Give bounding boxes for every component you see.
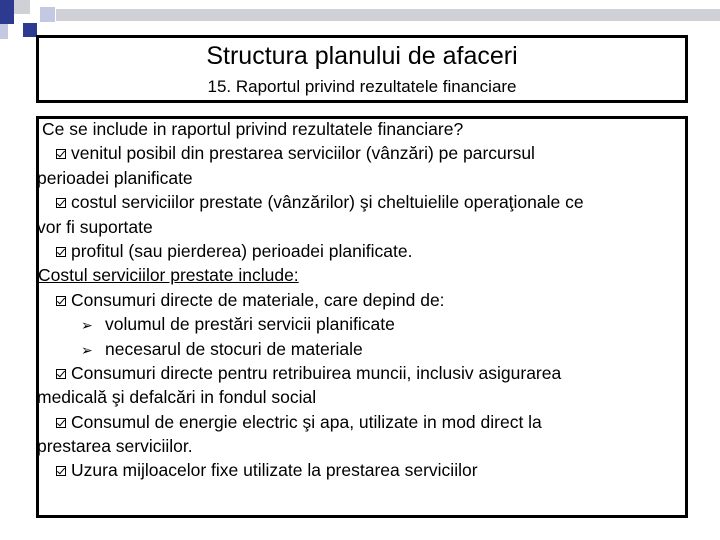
list-item: Uzura mijloacelor fixe utilizate la prestarea serviciilor xyxy=(32,458,678,482)
subtitle-number: 15. xyxy=(207,77,232,96)
list-item-continuation: prestarea serviciilor. xyxy=(37,436,193,457)
sub-list-item: ➢ volumul de prestări servicii planificate xyxy=(32,312,678,336)
costs-heading: Costul serviciilor prestate include: xyxy=(38,265,299,286)
page-title: Structura planului de afaceri xyxy=(206,42,518,70)
content-text xyxy=(32,117,678,483)
page-subtitle xyxy=(39,76,685,98)
subtitle-text: Raportul privind rezultatele financiare xyxy=(235,77,517,96)
checkbox-icon xyxy=(56,418,66,428)
sub-list-item: ➢ necesarul de stocuri de materiale xyxy=(32,337,678,361)
checkbox-icon xyxy=(56,369,66,379)
list-item-continuation: perioadei planificate xyxy=(37,167,193,188)
list-item: Consumuri directe de materiale, care depind de: xyxy=(32,288,678,312)
list-item-continuation: vor fi suportate xyxy=(37,216,153,237)
list-item: Consumuri directe pentru retribuirea muncii, inclusiv asigurarea xyxy=(32,361,678,385)
checkbox-icon xyxy=(56,149,66,159)
checkbox-icon xyxy=(56,247,66,257)
intro-line: Ce se include in raportul privind rezultatele financiare? xyxy=(42,119,464,139)
list-item: profitul (sau pierderea) perioadei planificate. xyxy=(32,239,678,263)
arrow-right-icon: ➢ xyxy=(81,341,93,358)
list-item: venitul posibil din prestarea serviciilor (vânzări) pe parcursul xyxy=(32,141,678,165)
checkbox-icon xyxy=(56,296,66,306)
list-item: costul serviciilor prestate (vânzărilor) şi cheltuielile operaţionale ce xyxy=(32,190,678,214)
list-item-continuation: medicală şi defalcări in fondul social xyxy=(37,387,317,408)
top-bar xyxy=(56,9,720,21)
checkbox-icon xyxy=(56,466,66,476)
arrow-right-icon: ➢ xyxy=(81,317,93,334)
checkbox-icon xyxy=(56,198,66,208)
title-box xyxy=(36,35,688,103)
list-item: Consumul de energie electric şi apa, utilizate in mod direct la xyxy=(32,410,678,434)
